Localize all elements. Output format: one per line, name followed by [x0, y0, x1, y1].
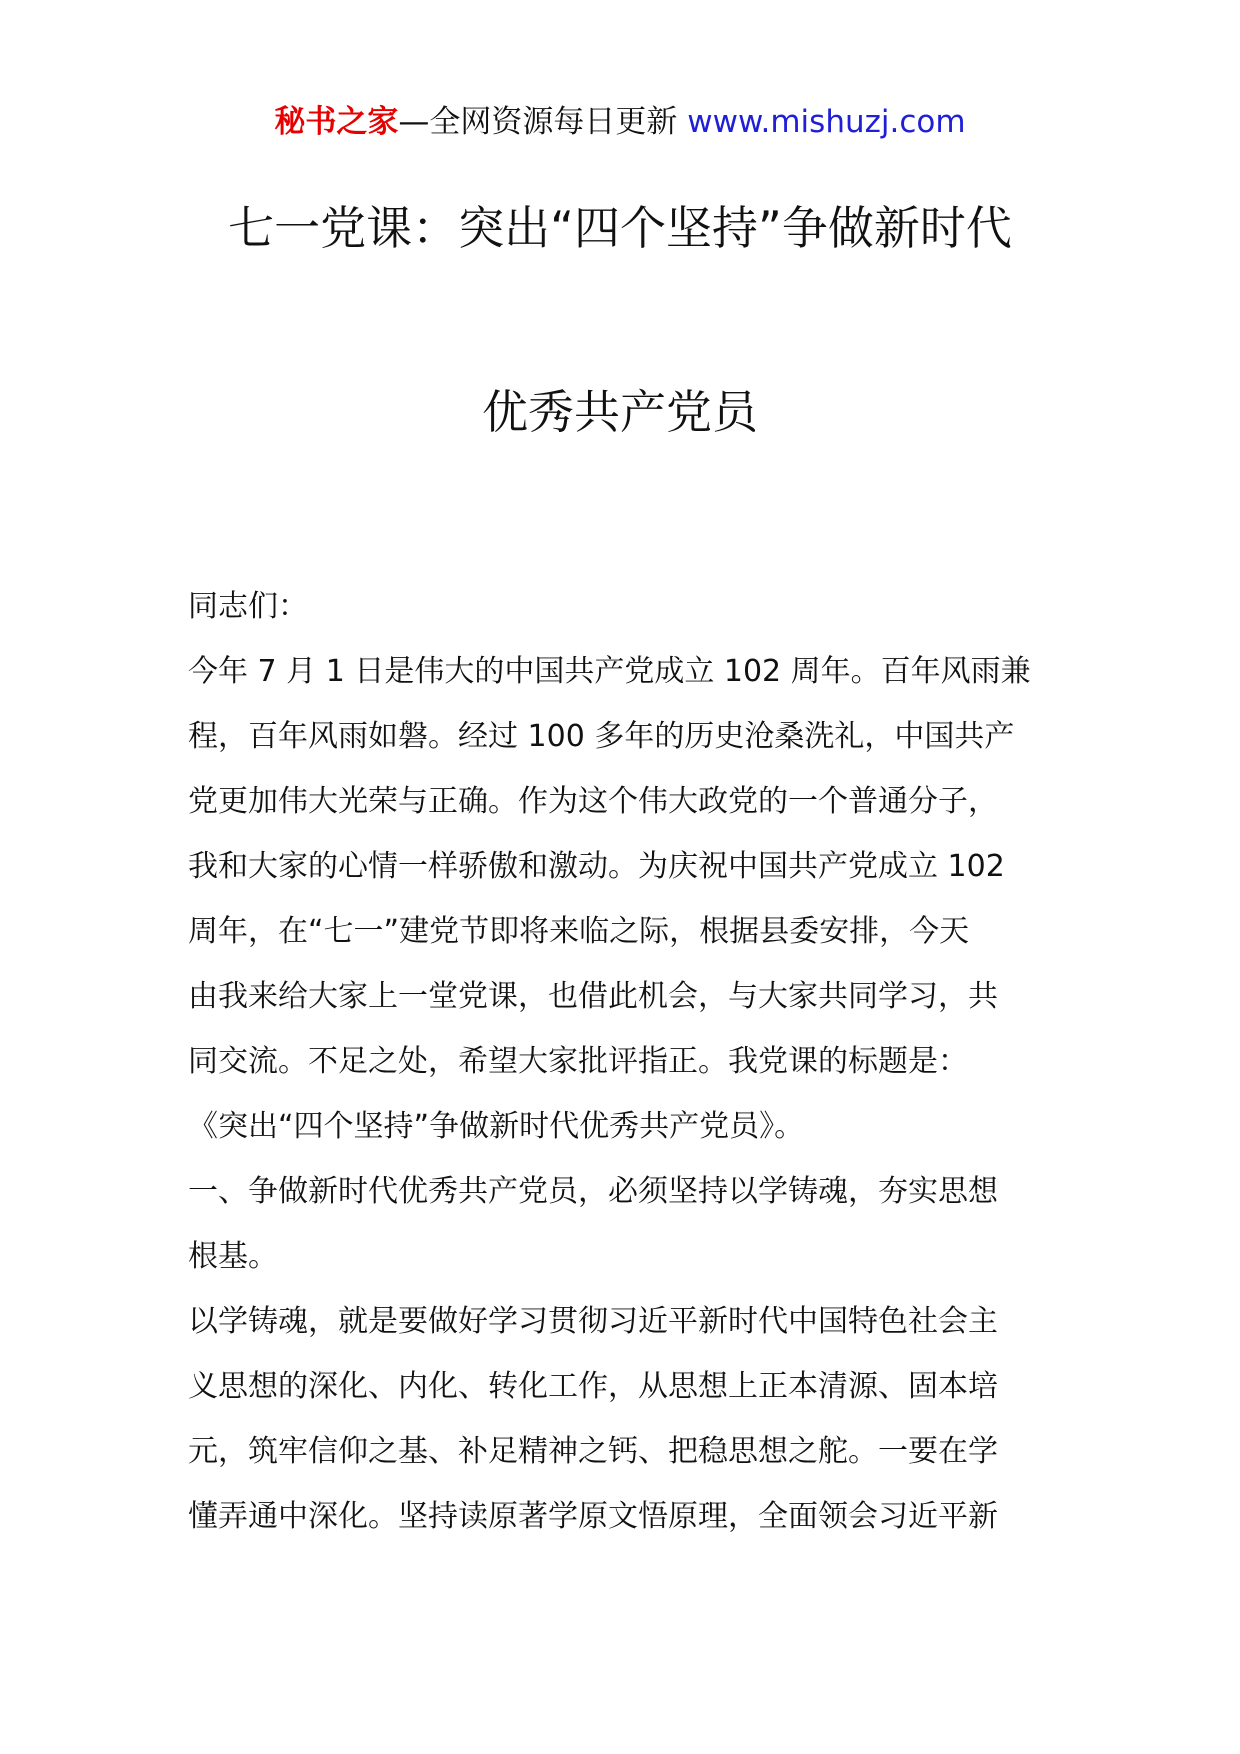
body-line: 党更加伟大光荣与正确。作为这个伟大政党的一个普通分子，: [188, 784, 998, 819]
body-line: 元，筑牢信仰之基、补足精神之钙、把稳思想之舵。一要在学: [188, 1434, 998, 1469]
body-line: 懂弄通中深化。坚持读原著学原文悟原理，全面领会习近平新: [188, 1499, 998, 1534]
body-line: 今年 7 月 1 日是伟大的中国共产党成立 102 周年。百年风雨兼: [188, 654, 1031, 689]
body-line: 程，百年风雨如磐。经过 100 多年的历史沧桑洗礼，中国共产: [188, 719, 1015, 754]
body-line: 义思想的深化、内化、转化工作，从思想上正本清源、固本培: [188, 1369, 998, 1404]
body-line: 同交流。不足之处，希望大家批评指正。我党课的标题是：: [188, 1044, 968, 1079]
section-heading-line: 根基。: [188, 1239, 278, 1274]
document-body: [188, 574, 1054, 1549]
body-line: 同志们：: [188, 589, 308, 624]
document-title-line-2: 优秀共产党员: [482, 385, 758, 439]
body-line: 以学铸魂，就是要做好学习贯彻习近平新时代中国特色社会主: [188, 1304, 998, 1339]
site-url-link[interactable]: www.mishuzj.com: [687, 104, 966, 140]
body-line: 我和大家的心情一样骄傲和激动。为庆祝中国共产党成立 102: [188, 849, 1005, 884]
section-heading-line: 一、争做新时代优秀共产党员，必须坚持以学铸魂，夯实思想: [188, 1174, 998, 1209]
site-brand: 秘书之家: [274, 104, 399, 140]
body-line: 由我来给大家上一堂党课，也借此机会，与大家共同学习，共: [188, 979, 998, 1014]
site-header: [0, 100, 1240, 144]
body-line: 周年，在“七一”建党节即将来临之际，根据县委安排，今天: [188, 914, 970, 949]
document-title-line-1: 七一党课：突出“四个坚持”争做新时代: [228, 201, 1012, 255]
body-line: 《突出“四个坚持”争做新时代优秀共产党员》。: [188, 1109, 805, 1144]
site-slogan: —全网资源每日更新: [398, 104, 688, 140]
